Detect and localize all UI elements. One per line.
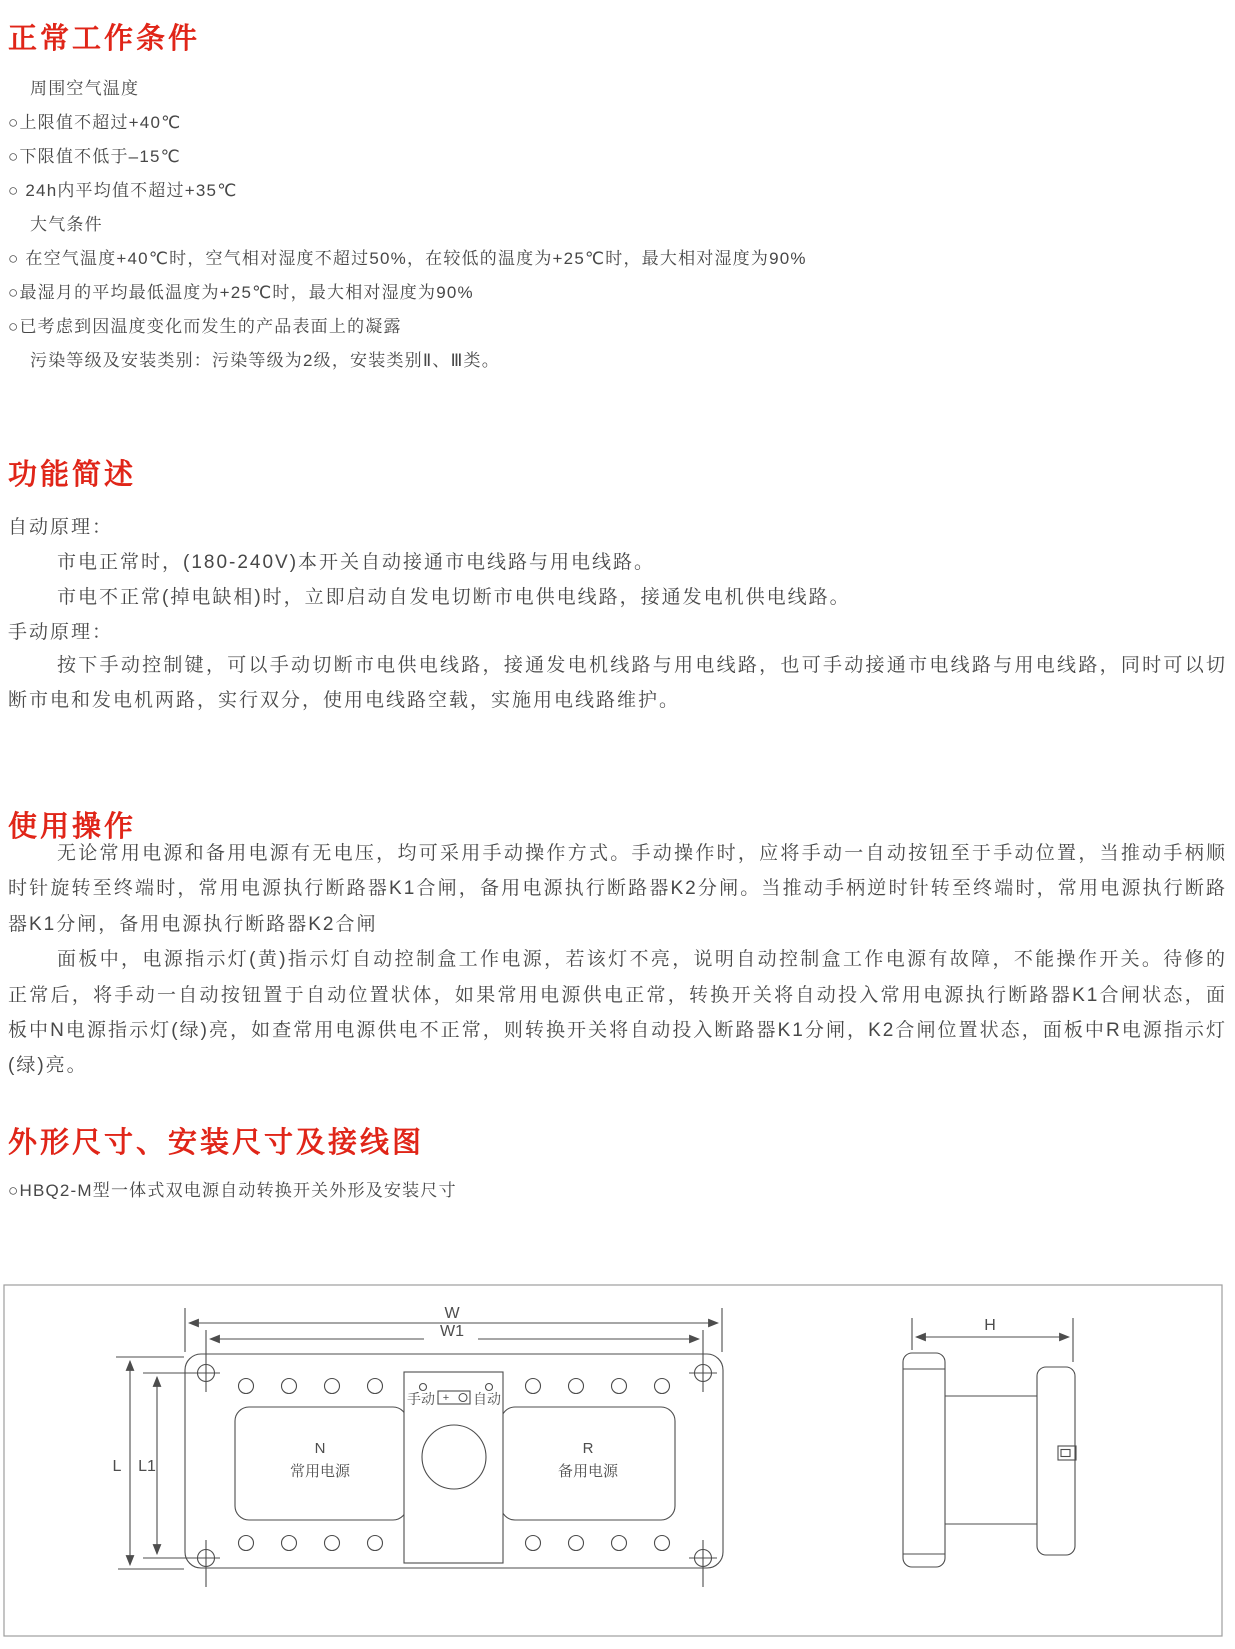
terminal-hole [368,1379,383,1394]
terminal-hole [239,1536,254,1551]
list-item: 大气条件 [30,215,103,234]
list-item: ○上限值不超过+40℃ [8,113,182,132]
manual-principle-paragraph: 按下手动控制键，可以手动切断市电供电线路，接通发电机线路与用电线路，也可手动接通市电线路与用电线路，同时可以切断市电和发电机两路，实行双分，使用电线路空载，实施用电线路维护。 [8,655,1227,712]
list-item: 周围空气温度 [30,79,140,98]
section-title-dimensions: 外形尺寸、安装尺寸及接线图 [8,1127,425,1159]
list-item: ○最湿月的平均最低温度为+25℃时，最大相对湿度为90% [8,283,474,302]
terminal-hole [325,1536,340,1551]
n-power-label: N [314,1440,326,1457]
side-latch-detail-inner [1061,1450,1070,1457]
terminal-hole [569,1379,584,1394]
terminal-hole [325,1379,340,1394]
dim-label-w: W [444,1305,460,1322]
dim-label-w1: W1 [440,1323,464,1340]
toggle-manual-label: 手动 [407,1391,435,1407]
toggle-auto-label: 自动 [473,1391,501,1407]
terminal-hole [239,1379,254,1394]
working-conditions-list [8,72,807,378]
r-power-label: R [582,1440,594,1457]
r-power-sublabel: 备用电源 [557,1463,619,1480]
figure-subtitle: ○HBQ2-M型一体式双电源自动转换开关外形及安装尺寸 [8,1181,457,1200]
auto-principle-label: 自动原理： [8,517,114,538]
dim-label-h: H [984,1317,996,1334]
list-item: ○下限值不低于–15℃ [8,147,181,166]
terminal-hole [655,1536,670,1551]
terminal-hole [612,1379,627,1394]
operation-paragraph-1: 无论常用电源和备用电源有无电压，均可采用手动操作方式。手动操作时，应将手动一自动按钮至于手动位置，当推动手柄顺时针旋转至终端时，常用电源执行断路器K1合闸，备用电源执行断路器K2分闸。当推动手柄逆时针转至终端时，常用电源执行断路器K1分闸，备用电源执行断路器K2合闸 [8,843,1227,935]
terminal-hole [526,1536,541,1551]
section-title-working-conditions: 正常工作条件 [8,23,201,55]
terminal-hole [612,1536,627,1551]
side-left-block [903,1353,945,1567]
operation-paragraph-2: 面板中，电源指示灯(黄)指示灯自动控制盒工作电源，若该灯不亮，说明自动控制盒工作电源有故障，不能操作开关。待修的正常后，将手动一自动按钮置于自动位置状体，如果常用电源供电正常，转换开关将自动投入常用电源执行断路器K1合闸状态，面板中N电源指示灯(绿)亮，如查常用电源供电不正常，则转换开关将自动投入断路器K1分闸，K2合闸位置状态，面板中R电源指示灯(绿)亮。 [8,949,1227,1077]
manual-principle-label: 手动原理： [8,622,114,643]
terminal-hole [368,1536,383,1551]
side-view [903,1353,1076,1567]
list-item: ○ 24h内平均值不超过+35℃ [8,181,238,200]
front-view [143,1330,723,1587]
dimension-drawing [0,1284,1235,1644]
terminal-hole [282,1536,297,1551]
section-title-functions: 功能简述 [8,459,137,491]
operation-paragraphs [8,836,1227,1084]
list-item: 污染等级及安装类别：污染等级为2级，安装类别Ⅱ、Ⅲ类。 [30,351,500,370]
side-right-block [1037,1367,1075,1555]
auto-principle-line: 市电不正常(掉电缺相)时，立即启动自发电切断市电供电线路，接通发电机供电线路。 [57,587,851,608]
auto-principle-line: 市电正常时，(180-240V)本开关自动接通市电线路与用电线路。 [57,552,656,573]
dim-label-l: L [112,1458,122,1475]
list-item: ○ 在空气温度+40℃时，空气相对湿度不超过50%，在较低的温度为+25℃时，最大相对湿度为90% [8,249,807,268]
list-item: ○已考虑到因温度变化而发生的产品表面上的凝露 [8,317,402,336]
terminal-hole [526,1379,541,1394]
dim-label-l1: L1 [138,1458,156,1475]
n-power-sublabel: 常用电源 [289,1463,351,1480]
toggle-plus-label: + [442,1392,450,1404]
terminal-hole [282,1379,297,1394]
section-title-operation: 使用操作 [8,811,137,843]
figure-border [4,1285,1222,1636]
terminal-hole [655,1379,670,1394]
terminal-hole [569,1536,584,1551]
